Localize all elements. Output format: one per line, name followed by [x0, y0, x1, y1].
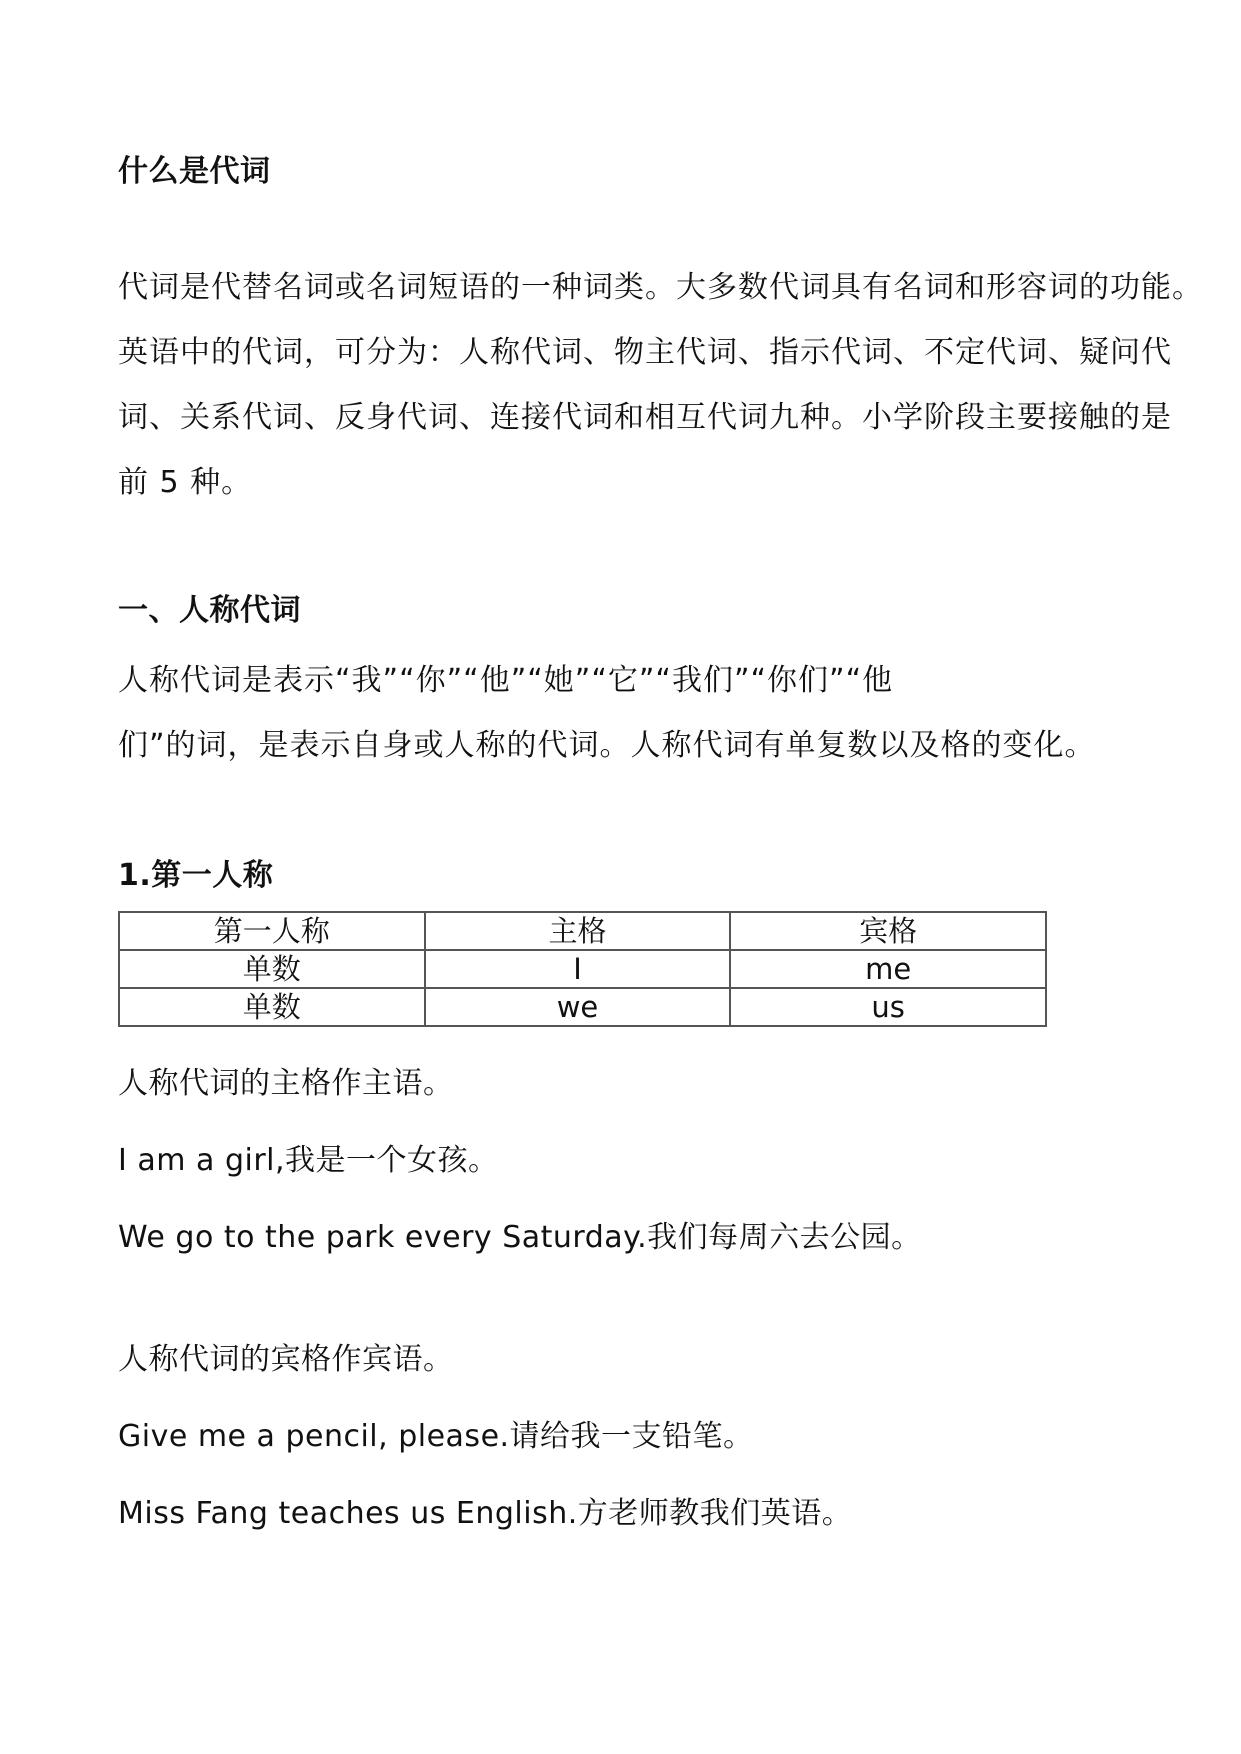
table-cell: 单数 — [119, 950, 425, 988]
subject-example-2: We go to the park every Saturday.我们每周六去公园。 — [118, 1220, 922, 1255]
subsection-heading-first-person: 1.第一人称 — [118, 858, 274, 893]
table-header-row — [119, 912, 1046, 950]
object-example-1: Give me a pencil, please.请给我一支铅笔。 — [118, 1419, 754, 1454]
section-heading-personal-pronouns: 一、人称代词 — [118, 593, 301, 628]
table-header-cell: 主格 — [425, 912, 731, 950]
object-example-2: Miss Fang teaches us English.方老师教我们英语。 — [118, 1496, 853, 1531]
table-row — [119, 988, 1046, 1026]
table-header-cell: 宾格 — [730, 912, 1046, 950]
table-cell: us — [730, 988, 1046, 1026]
section1-line: 们”的词，是表示自身或人称的代词。人称代词有单复数以及格的变化。 — [118, 728, 1096, 763]
intro-line: 前 5 种。 — [118, 465, 253, 500]
intro-line: 词、关系代词、反身代词、连接代词和相互代词九种。小学阶段主要接触的是 — [118, 400, 1172, 435]
section1-paragraph — [118, 648, 1148, 778]
first-person-pronoun-table — [118, 911, 1047, 1027]
object-rule-text: 人称代词的宾格作宾语。 — [118, 1342, 454, 1377]
table-cell: 单数 — [119, 988, 425, 1026]
intro-line: 代词是代替名词或名词短语的一种词类。大多数代词具有名词和形容词的功能。 — [118, 270, 1203, 305]
subject-rule-text: 人称代词的主格作主语。 — [118, 1066, 454, 1101]
page-title: 什么是代词 — [118, 154, 271, 189]
subject-example-1: I am a girl,我是一个女孩。 — [118, 1143, 499, 1178]
intro-line: 英语中的代词，可分为：人称代词、物主代词、指示代词、不定代词、疑问代 — [118, 335, 1172, 370]
section1-line: 人称代词是表示“我”“你”“他”“她”“它”“我们”“你们”“他 — [118, 663, 894, 698]
table-row — [119, 950, 1046, 988]
table-cell: we — [425, 988, 731, 1026]
table-cell: me — [730, 950, 1046, 988]
table-cell: I — [425, 950, 731, 988]
table-header-cell: 第一人称 — [119, 912, 425, 950]
intro-paragraph — [118, 255, 1203, 515]
